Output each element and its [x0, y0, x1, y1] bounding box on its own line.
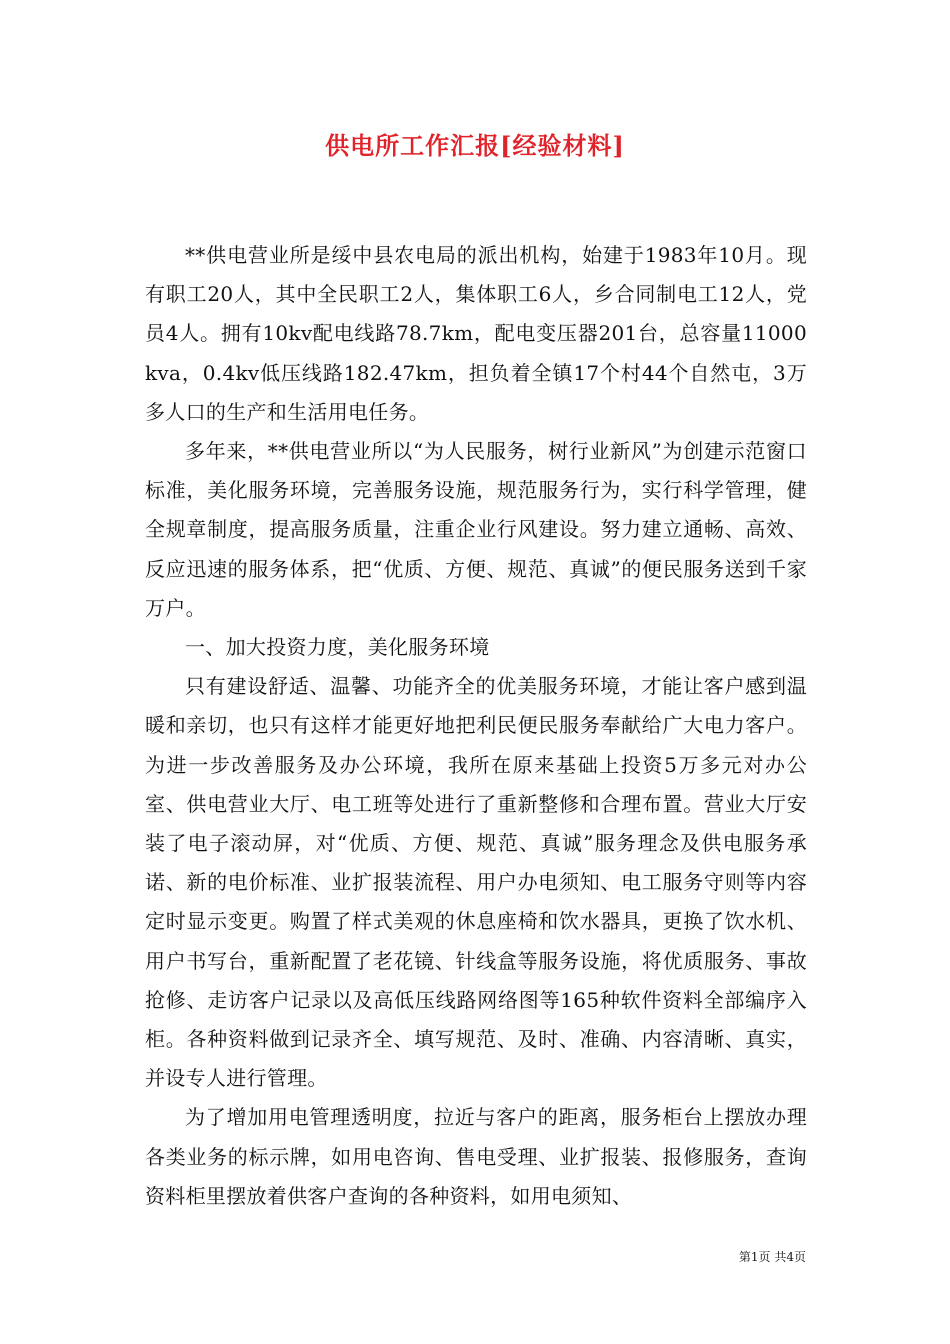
document-body — [145, 236, 807, 1216]
paragraph-intro: **供电营业所是绥中县农电局的派出机构，始建于1983年10月。现有职工20人，其中全民职工2人，集体职工6人，乡合同制电工12人，党员4人。拥有10kv配电线路78.7km，配电变压器201台，总容量11000kva，0.4kv低压线路182.47km，担负着全镇17个村44个自然屯，3万多人口的生产和生活用电任务。 — [145, 243, 807, 424]
section-heading-1: 一、加大投资力度，美化服务环境 — [185, 635, 490, 660]
paragraph-overview: 多年来，**供电营业所以“为人民服务，树行业新风”为创建示范窗口标准，美化服务环境，完善服务设施，规范服务行为，实行科学管理，健全规章制度，提高服务质量，注重企业行风建设。努力建立通畅、高效、反应迅速的服务体系，把“优质、方便、规范、真诚”的便民服务送到千家万户。 — [145, 439, 807, 620]
document-title: 供电所工作汇报[经验材料] — [325, 131, 625, 160]
paragraph-transparency: 为了增加用电管理透明度，拉近与客户的距离，服务柜台上摆放办理各类业务的标示牌，如用电咨询、售电受理、业扩报装、报修服务，查询资料柜里摆放着供客户查询的各种资料，如用电须知、 — [145, 1105, 807, 1208]
paragraph-environment: 只有建设舒适、温馨、功能齐全的优美服务环境，才能让客户感到温暖和亲切，也只有这样才能更好地把利民便民服务奉献给广大电力客户。为进一步改善服务及办公环境，我所在原来基础上投资5万多元对办公室、供电营业大厅、电工班等处进行了重新整修和合理布置。营业大厅安装了电子滚动屏，对“优质、方便、规范、真诚”服务理念及供电服务承诺、新的电价标准、业扩报装流程、用户办电须知、电工服务守则等内容定时显示变更。购置了样式美观的休息座椅和饮水器具，更换了饮水机、用户书写台，重新配置了老花镜、针线盒等服务设施，将优质服务、事故抢修、走访客户记录以及高低压线路网络图等165种软件资料全部编序入柜。各种资料做到记录齐全、填写规范、及时、准确、内容清晰、真实，并设专人进行管理。 — [145, 674, 807, 1091]
page-number: 第1页 共4页 — [738, 1250, 806, 1264]
